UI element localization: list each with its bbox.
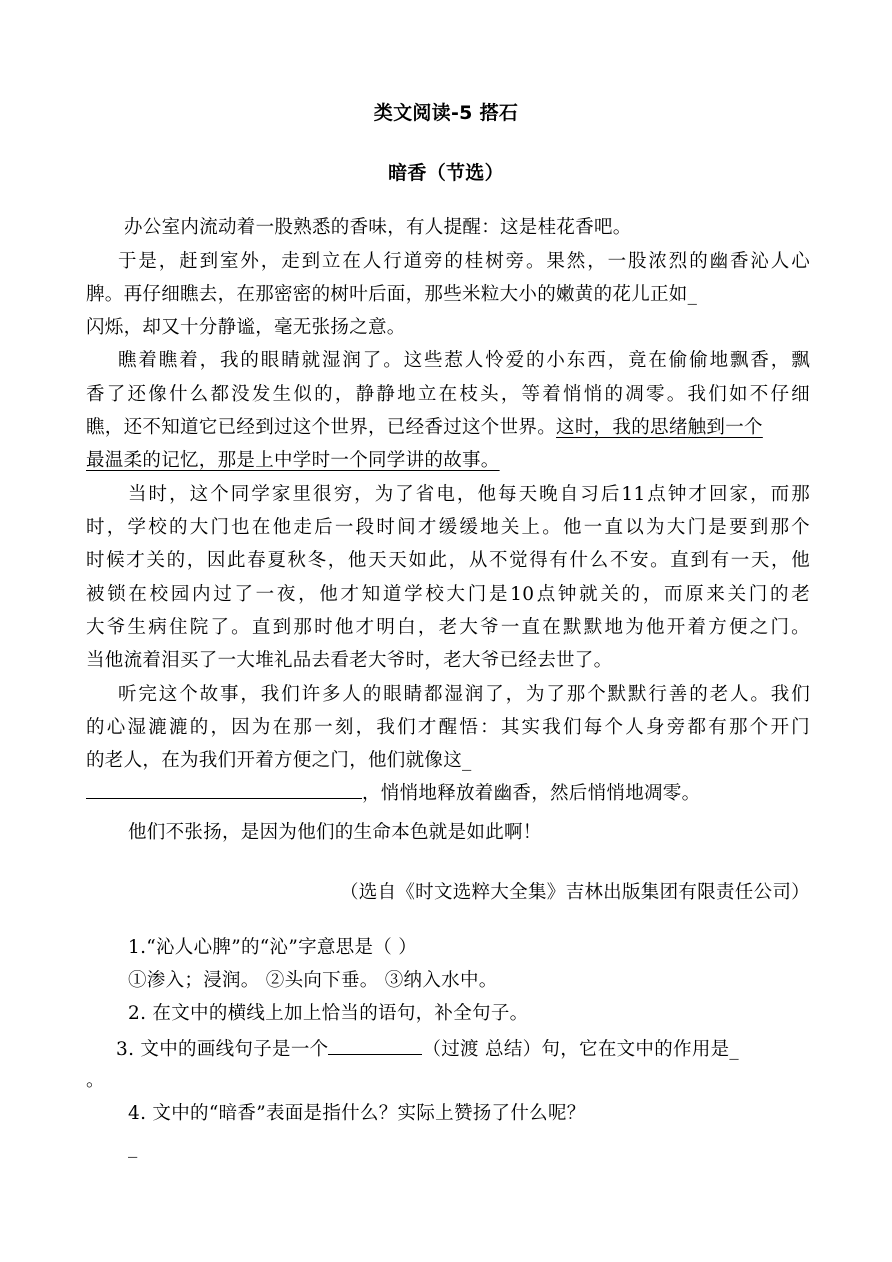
question-3-end: 。 [86, 1070, 105, 1091]
question-3 [116, 1034, 816, 1064]
underlined-sentence: 这时，我的思绪触到一个 [556, 417, 763, 438]
passage-title: 暗香（节选） [388, 162, 504, 184]
question-1-options: ①渗入；浸润。 ②头向下垂。 ③纳入水中。 [128, 970, 498, 991]
paragraph-line: 时，学校的大门也在他走后一段时间才缓缓地关上。他一直以为大门是要到那个 [86, 517, 810, 538]
question-2: 2. 在文中的横线上加上恰当的语句，补全句子。 [128, 1003, 529, 1024]
paragraph-line: 于是，赶到室外，走到立在人行道旁的桂树旁。果然，一股浓烈的幽香沁人心 [118, 251, 810, 272]
source-citation: （选自《时文选粹大全集》吉林出版集团有限责任公司） [339, 882, 810, 903]
question-3-text: （过渡 总结）句，它在文中的作用是_ [422, 1039, 739, 1060]
paragraph-line [86, 778, 810, 808]
paragraph-line: 大爷生病住院了。直到那时他才明白，老大爷一直在默默地为他开着方便之门。 [86, 617, 810, 638]
paragraph-line [86, 414, 810, 442]
paragraph-line: 的心湿漉漉的，因为在那一刻，我们才醒悟：其实我们每个人身旁都有那个开门 [86, 717, 810, 738]
paragraph-line: 脾。再仔细瞧去，在那密密的树叶后面，那些米粒大小的嫩黄的花儿正如_ [86, 284, 698, 305]
plain-text: 瞧，还不知道它已经到过这个世界，已经香过这个世界。 [86, 417, 557, 438]
paragraph-line: 听完这个故事，我们许多人的眼睛都湿润了，为了那个默默行善的老人。我们 [118, 684, 810, 705]
paragraph-line: 瞧着瞧着，我的眼睛就湿润了。这些惹人怜爱的小东西，竟在偷偷地飘香，飘 [118, 350, 810, 371]
paragraph-line: 办公室内流动着一股熟悉的香味，有人提醒：这是桂花香吧。 [124, 217, 632, 238]
fill-blank[interactable] [86, 778, 362, 799]
paragraph-line: 被锁在校园内过了一夜，他才知道学校大门是10点钟就关的，而原来关门的老 [86, 584, 810, 605]
paragraph-line: 当时，这个同学家里很穷，为了省电，他每天晚自习后11点钟才回家，而那 [128, 484, 810, 505]
plain-text: ，悄悄地释放着幽香，然后悄悄地凋零。 [362, 783, 701, 804]
document-title: 类文阅读-5 搭石 [373, 102, 519, 124]
question-3-text: 3. 文中的画线句子是一个 [116, 1039, 329, 1060]
paragraph-line: 的老人，在为我们开着方便之门，他们就像这_ [86, 750, 472, 771]
paragraph-line: 闪烁，却又十分静谧，毫无张扬之意。 [86, 317, 406, 338]
underlined-sentence: 最温柔的记忆，那是上中学时一个同学讲的故事。 [86, 450, 500, 471]
paragraph-line: 当他流着泪买了一大堆礼品去看老大爷时，老大爷已经去世了。 [86, 650, 613, 671]
paragraph-line: 他们不张扬，是因为他们的生命本色就是如此啊！ [128, 822, 542, 843]
paragraph-line: 时候才关的，因此春夏秋冬，他天天如此，从不觉得有什么不安。直到有一天，他 [86, 550, 810, 571]
fill-blank[interactable] [328, 1034, 422, 1055]
answer-blank[interactable]: _ [128, 1137, 138, 1158]
question-4: 4. 文中的“暗香”表面是指什么？实际上赞扬了什么呢？ [128, 1103, 586, 1124]
question-1: 1.“沁人心脾”的“沁”字意思是（ ） [128, 937, 418, 958]
paragraph-line: 香了还像什么都没发生似的，静静地立在枝头，等着悄悄的凋零。我们如不仔细 [86, 384, 810, 405]
